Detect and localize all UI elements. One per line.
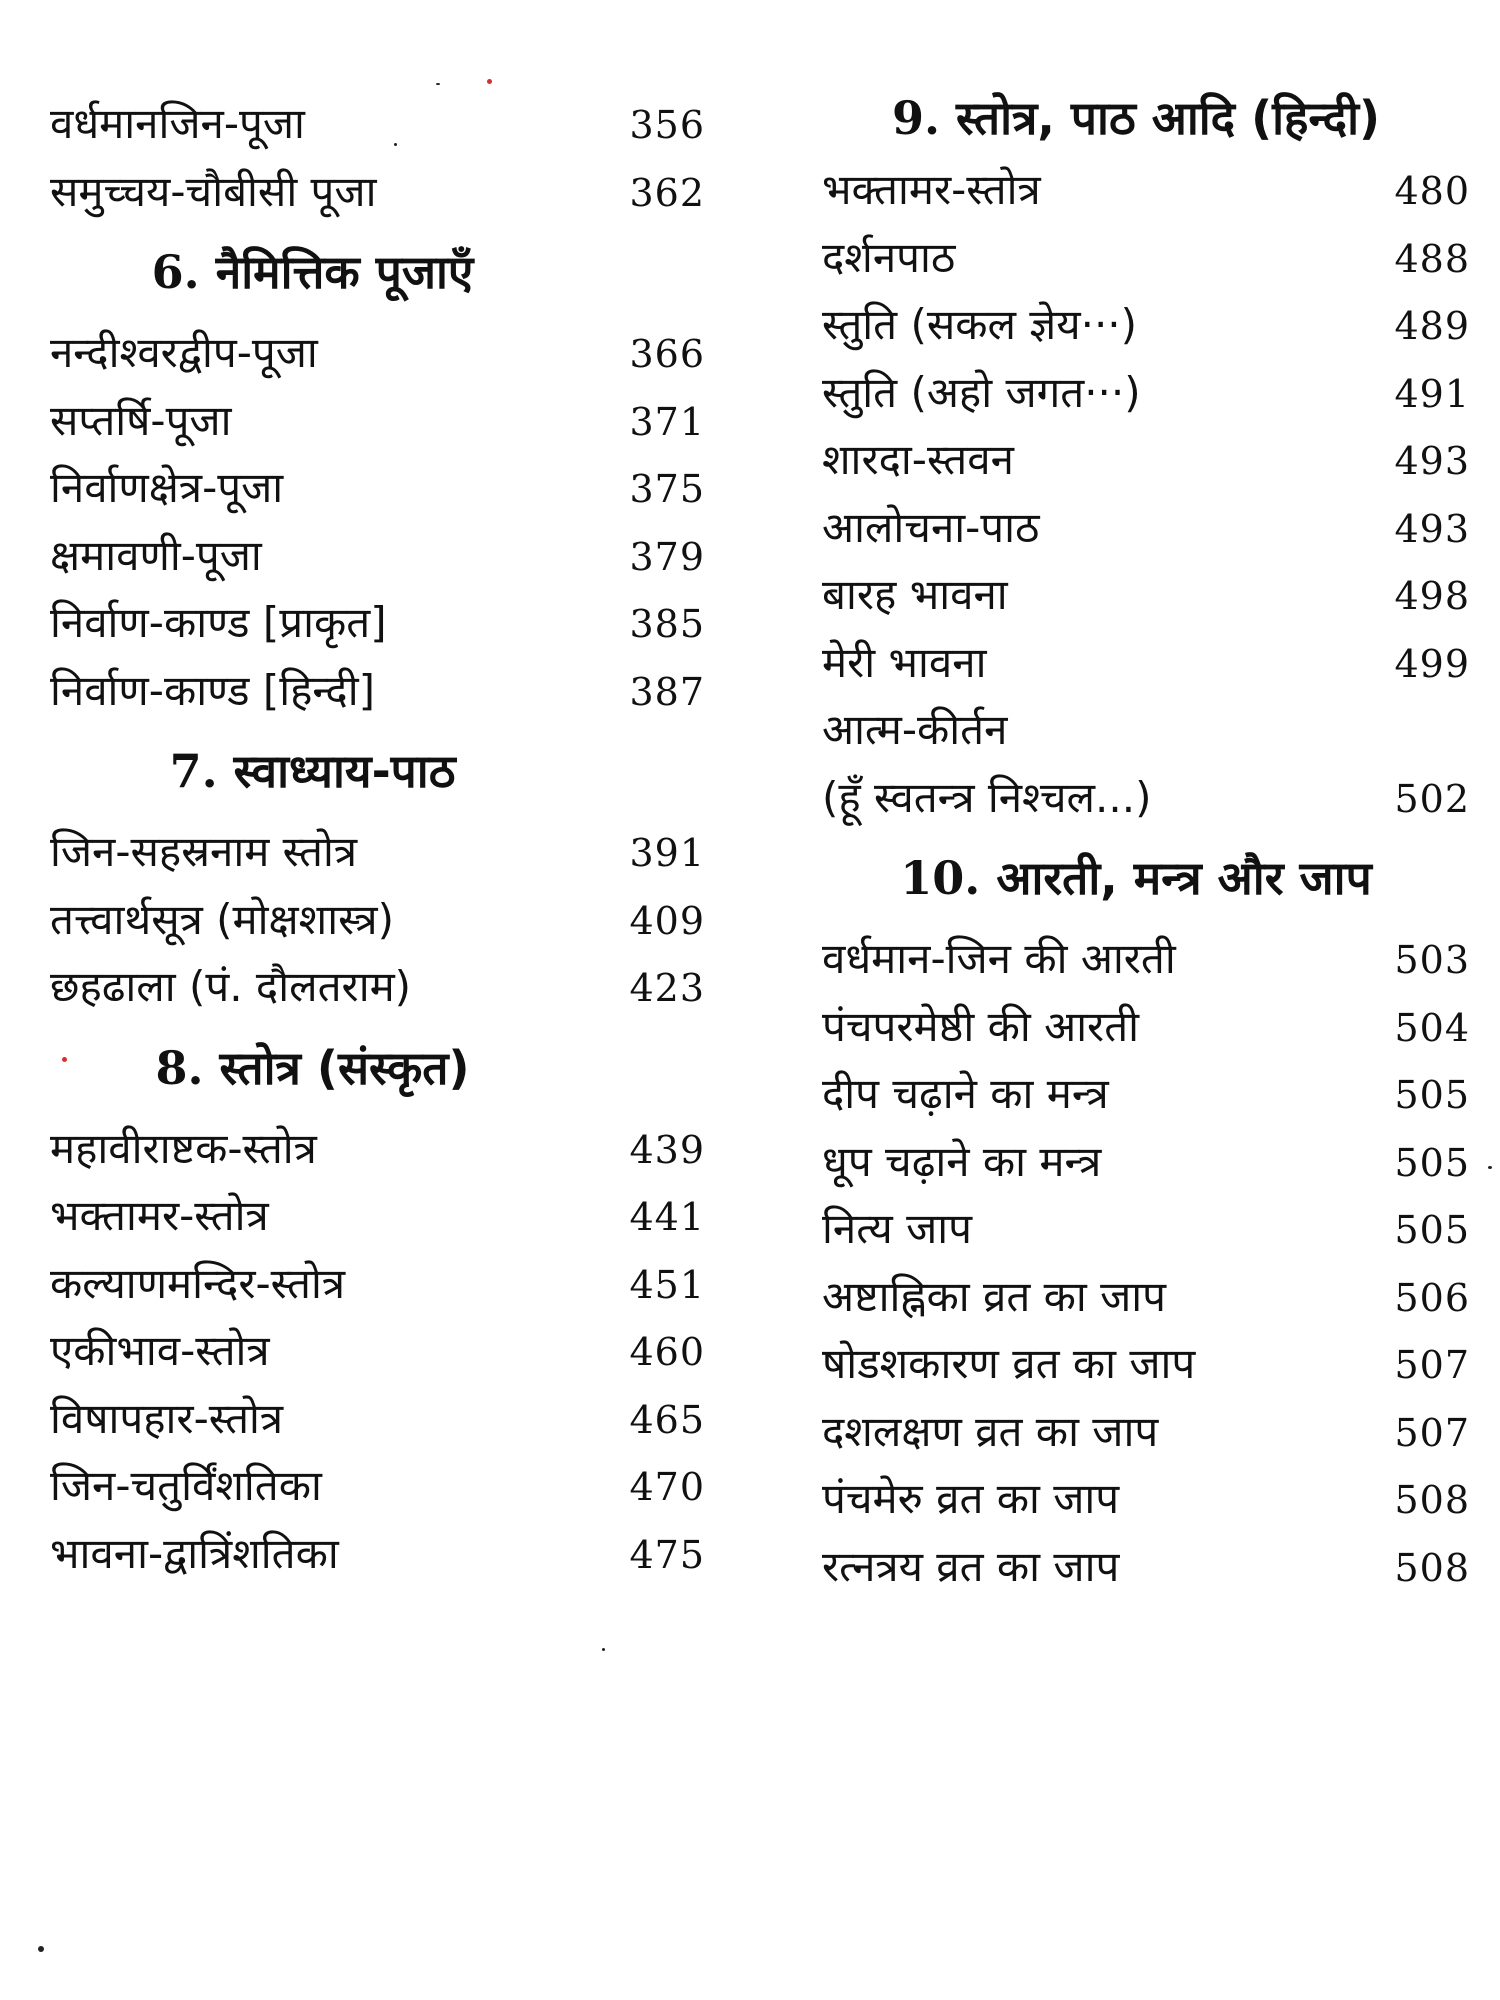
page-number: 371: [629, 399, 705, 444]
page-number: 451: [629, 1262, 705, 1307]
entry-title: आलोचना-पाठ: [822, 502, 1040, 552]
entry-title: रत्नत्रय व्रत का जाप: [822, 1541, 1120, 1591]
page-number: 375: [629, 467, 705, 511]
toc-entry: [822, 494, 1470, 562]
page-number: 504: [1394, 1005, 1470, 1050]
toc-entry: [50, 387, 705, 455]
entry-title: कल्याणमन्दिर-स्तोत्र: [50, 1258, 346, 1308]
page-number: 508: [1394, 1545, 1470, 1590]
toc-entry: [50, 657, 705, 725]
scan-speck: [602, 1648, 605, 1651]
page-number: 507: [1394, 1410, 1470, 1455]
section-title: स्तोत्र (संस्कृत): [219, 1040, 470, 1095]
page-number: 505: [1394, 1073, 1470, 1117]
entry-title: जिन-सहस्रनाम स्तोत्र: [50, 827, 358, 876]
page-number: 499: [1394, 641, 1470, 686]
toc-entry: [50, 319, 705, 387]
page-number: 470: [629, 1465, 705, 1509]
toc-entry: [50, 589, 705, 657]
toc-entry: [822, 925, 1470, 993]
page-number: 480: [1394, 169, 1470, 213]
page-number: 475: [629, 1532, 705, 1577]
entry-title: भक्तामर-स्तोत्र: [50, 1191, 269, 1240]
scan-speck: [487, 79, 492, 84]
entry-title: वर्धमान-जिन की आरती: [822, 934, 1176, 983]
page-number: 439: [629, 1127, 705, 1172]
section-heading: [50, 225, 705, 319]
page-number: 505: [1394, 1208, 1470, 1252]
entry-title: मेरी भावना: [822, 637, 987, 687]
page-number: 387: [629, 669, 705, 714]
toc-entry: [50, 90, 705, 158]
page-number: 460: [629, 1330, 705, 1374]
toc-entry: [50, 454, 705, 522]
scan-speck: [62, 1057, 67, 1062]
entry-title: समुच्चय-चौबीसी पूजा: [50, 166, 377, 216]
section-title: आरती, मन्त्र और जाप: [996, 851, 1372, 905]
entry-title: दीप चढ़ाने का मन्त्र: [822, 1069, 1109, 1118]
entry-title: पंचपरमेष्ठी की आरती: [822, 1001, 1140, 1051]
entry-title: षोडशकारण व्रत का जाप: [822, 1339, 1196, 1388]
toc-entry: [822, 426, 1470, 494]
entry-title: सप्तर्षि-पूजा: [50, 395, 232, 445]
entry-title: आत्म-कीर्तन: [822, 705, 1008, 754]
entry-title: भक्तामर-स्तोत्र: [822, 165, 1041, 214]
page-number: 465: [629, 1397, 705, 1442]
toc-entry: [822, 156, 1470, 224]
toc-entry: [822, 224, 1470, 292]
toc-entry: [822, 696, 1470, 764]
page-number: 505: [1394, 1140, 1470, 1185]
section-number: 9.: [891, 91, 940, 145]
section-heading: [50, 724, 705, 818]
section-heading: [822, 80, 1470, 156]
toc-entry: [50, 1115, 705, 1183]
toc-entry: [50, 818, 705, 886]
section-heading: [50, 1021, 705, 1115]
entry-title: निर्वाण-काण्ड [हिन्दी]: [50, 665, 375, 715]
entry-title: अष्टाह्निका व्रत का जाप: [822, 1271, 1167, 1321]
section-title: स्वाध्याय-पाठ: [233, 744, 456, 798]
page-number: 409: [629, 898, 705, 943]
toc-entry: [822, 993, 1470, 1061]
entry-title: धूप चढ़ाने का मन्त्र: [822, 1136, 1102, 1186]
toc-entry: [50, 522, 705, 590]
entry-title: बारह भावना: [822, 570, 1008, 619]
toc-entry: [50, 1250, 705, 1318]
page-number: 508: [1394, 1478, 1470, 1522]
entry-title: शारदा-स्तवन: [822, 435, 1014, 484]
scan-speck: [1488, 1166, 1492, 1169]
entry-title: दशलक्षण व्रत का जाप: [822, 1406, 1159, 1456]
toc-entry: [822, 291, 1470, 359]
entry-title: जिन-चतुर्विंशतिका: [50, 1461, 322, 1510]
page-number: 491: [1394, 371, 1470, 416]
page-number: 506: [1394, 1275, 1470, 1320]
entry-title: क्षमावणी-पूजा: [50, 530, 262, 580]
scan-speck: [394, 143, 397, 146]
entry-title: स्तुति (सकल ज्ञेय···): [822, 300, 1138, 349]
toc-entry: [822, 1195, 1470, 1263]
entry-title: वर्धमानजिन-पूजा: [50, 99, 305, 148]
section-title: स्तोत्र, पाठ आदि (हिन्दी): [956, 91, 1381, 145]
toc-entry: [822, 1398, 1470, 1466]
entry-title: पंचमेरु व्रत का जाप: [822, 1474, 1120, 1523]
toc-entry: [822, 1263, 1470, 1331]
page-number: 502: [1394, 776, 1470, 821]
entry-title: नित्य जाप: [822, 1204, 972, 1253]
page-number: 379: [629, 534, 705, 579]
section-title: नैमित्तिक पूजाएँ: [215, 245, 474, 299]
section-number: 8.: [155, 1040, 204, 1095]
page-number: 493: [1394, 439, 1470, 483]
page-number: 441: [629, 1195, 705, 1239]
page-number: 391: [629, 831, 705, 875]
section-number: 10.: [900, 851, 981, 905]
entry-title: तत्त्वार्थसूत्र (मोक्षशास्त्र): [50, 894, 394, 944]
entry-title: निर्वाण-काण्ड [प्राकृत]: [50, 598, 387, 647]
scan-speck: [436, 83, 440, 85]
entry-title: स्तुति (अहो जगत···): [822, 367, 1141, 417]
entry-title: छहढाला (पं. दौलतराम): [50, 962, 412, 1011]
entry-title: निर्वाणक्षेत्र-पूजा: [50, 463, 284, 512]
entry-title: (हूँ स्वतन्त्र निश्चल...): [822, 772, 1152, 822]
toc-entry: [50, 1385, 705, 1453]
toc-entry: [822, 561, 1470, 629]
left-column: [50, 90, 705, 1587]
section-number: 6.: [151, 245, 200, 299]
section-number: 7.: [169, 744, 218, 798]
toc-entry: [822, 1330, 1470, 1398]
entry-title: दर्शनपाठ: [822, 232, 956, 282]
toc-entry: [50, 158, 705, 226]
entry-title: महावीराष्टक-स्तोत्र: [50, 1123, 317, 1173]
entry-title: विषापहार-स्तोत्र: [50, 1393, 284, 1443]
page-number: 488: [1394, 236, 1470, 281]
toc-entry: [50, 1317, 705, 1385]
page-number: 507: [1394, 1343, 1470, 1387]
page-number: 362: [629, 170, 705, 215]
toc-entry: [50, 1452, 705, 1520]
toc-entry: [50, 1520, 705, 1588]
scan-speck: [38, 1946, 44, 1952]
section-heading: [822, 831, 1470, 925]
toc-entry: [50, 953, 705, 1021]
entry-title: भावना-द्वात्रिंशतिका: [50, 1528, 339, 1578]
entry-title: एकीभाव-स्तोत्र: [50, 1326, 270, 1375]
toc-entry: [822, 629, 1470, 697]
page-number: 423: [629, 966, 705, 1010]
toc-entry: [822, 1533, 1470, 1601]
page-number: 498: [1394, 574, 1470, 618]
toc-entry: [822, 1465, 1470, 1533]
page-number: 356: [629, 103, 705, 147]
page-number: 489: [1394, 304, 1470, 348]
entry-title: नन्दीश्वरद्वीप-पूजा: [50, 328, 318, 377]
page-number: 366: [629, 332, 705, 376]
toc-entry: [50, 886, 705, 954]
toc-entry: [50, 1182, 705, 1250]
toc-entry: [822, 1128, 1470, 1196]
toc-entry: [822, 1060, 1470, 1128]
toc-entry: [822, 359, 1470, 427]
toc-entry: [822, 764, 1470, 832]
page-number: 503: [1394, 938, 1470, 982]
page-number: 493: [1394, 506, 1470, 551]
page-number: 385: [629, 602, 705, 646]
right-column: [822, 90, 1470, 1600]
